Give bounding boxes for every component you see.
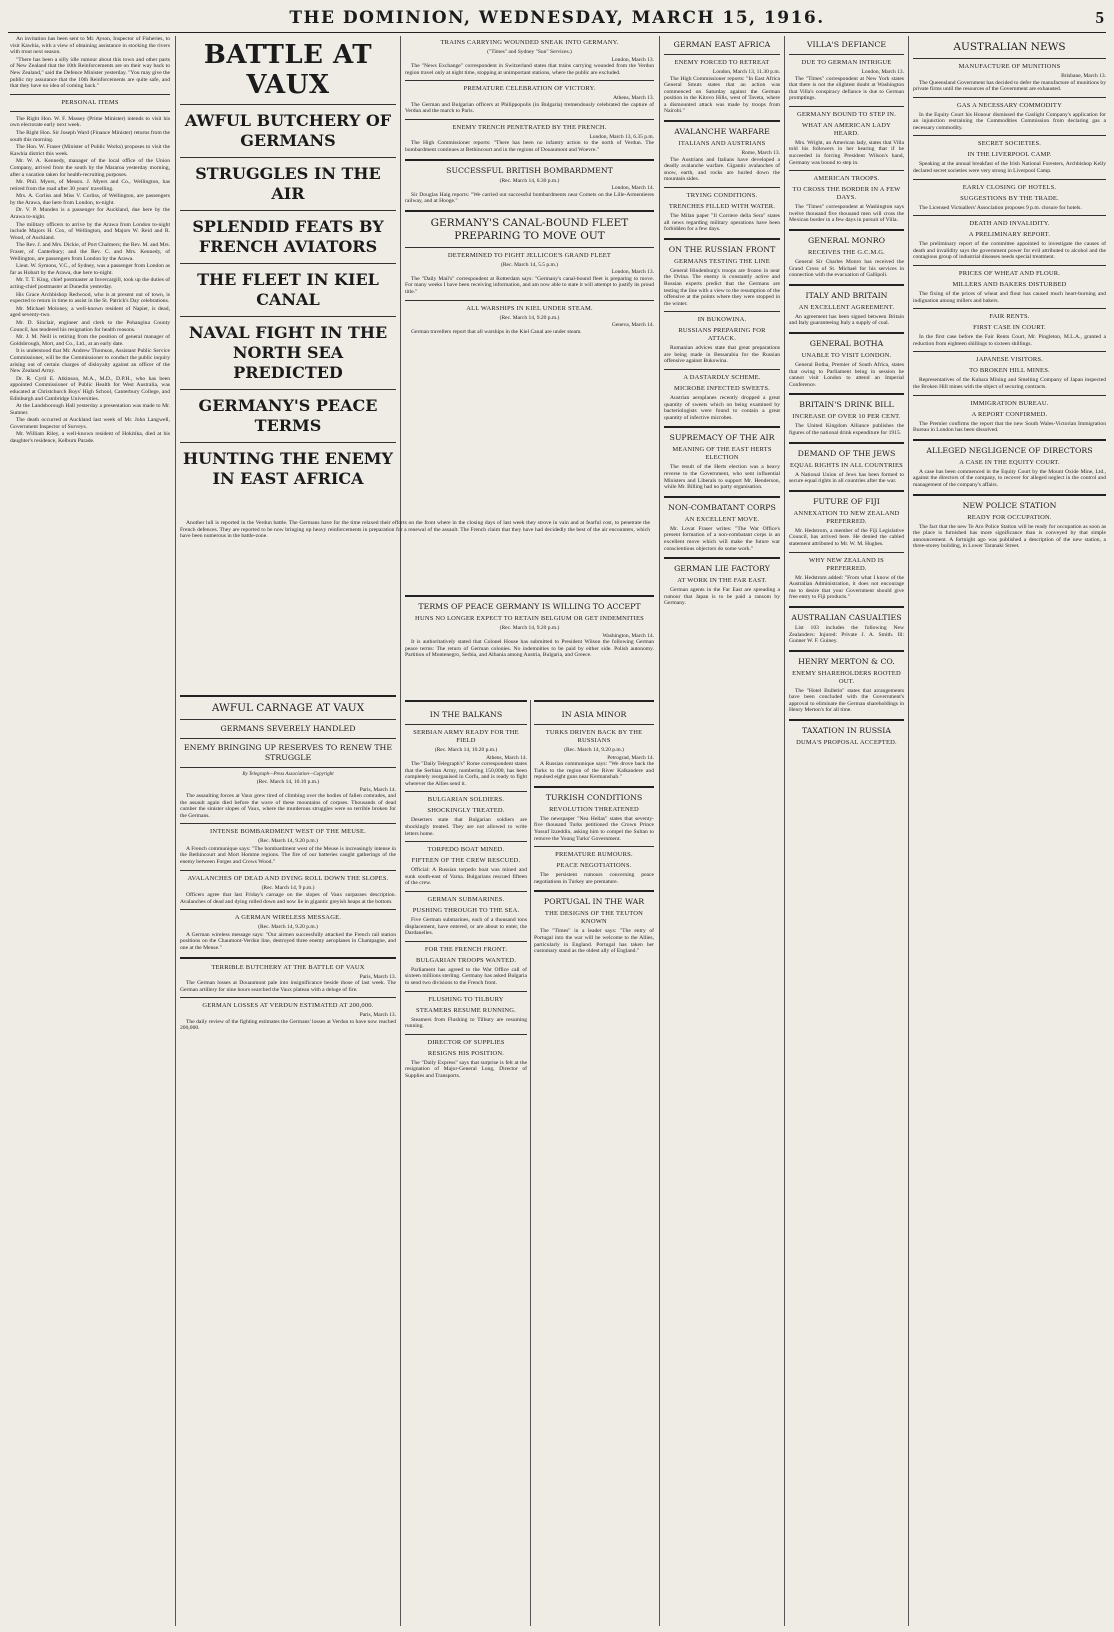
story-headline: TURKISH CONDITIONS [545,792,643,802]
story-paragraph: Speaking at the annual breakfast of the Irish National Foresters, Archbishop Kelly declared secret societies were very strong in Liverpool Camp. [913,161,1106,175]
story-paragraph: The Milan paper "Il Corriere della Sera" states all news regarding military operations have been forbidden for a few days. [664,212,780,233]
story-paragraph: Austrian aeroplanes recently dropped a great quantity of sweets which on being examined by bacteriologists were found to contain a great quantity of infective microbes. [664,395,780,421]
story-subhead: FIRST CASE IN COURT. [973,324,1046,332]
story-paragraph: The Premier confirms the report that the new South Wales-Victorian Immigration Bureau in London has been dissolved. [913,420,1106,434]
personal-item: At the Landsborough Hall yesterday a presentation was made to Mr. Sumner. [10,403,170,416]
dateline: London, March 13, 6.35 p.m. [589,133,654,140]
story-paragraph: A National Union of Jews has been formed to secure equal rights in all countries after the war. [789,471,904,485]
story-subhead: INCREASE OF OVER 10 PER CENT. [792,413,901,421]
headline-deck: THE FLEET IN KIEL CANAL [197,270,379,309]
personal-item: Mr. D. Sinclair, engineer and clerk to the Pohangina County Council, has tendered his resignation for health reasons. [10,319,170,333]
dateline: Paris, March 13. [359,1012,396,1019]
headline-deck: AWFUL BUTCHERY OF GERMANS [184,111,392,150]
section-heading: TRYING CONDITIONS. [686,191,758,199]
column-rule [659,36,660,1626]
personal-item: Mr. W. A. Kennedy, manager of the local office of the Union Company, arrived from the south by the Mararoa yesterday morning, after a vacation taken for health-recruiting purposes. [10,158,170,178]
story-subhead: DUE TO GERMAN INTRIGUE [801,59,892,66]
asia-minor-column [534,700,654,1626]
story-paragraph: The "Times" in a leader says: "The entry of Portugal into the war will be welcome to the Allies, particularly in England. Portugal has taken her customary stand as the oldest ally of England." [534,928,654,955]
column-rule [400,36,401,1626]
dateline: Geneva, March 14. [611,322,654,329]
story-paragraph: Mr. Hedstrom added: "From what I know of the Australian Administration, it does not encourage me to desire that your Government should give free entry to Fiji products." [789,574,904,601]
section-heading: A GERMAN WIRELESS MESSAGE. [234,914,342,922]
story-headline: SUCCESSFUL BRITISH BOMBARDMENT [446,165,613,175]
dateline: Washington, March 14. [602,632,654,639]
dateline: London, March 13. [611,56,654,63]
section-heading: FAIR RENTS. [989,313,1030,321]
personal-item: Mr. Phil. Myers, of Messrs. J. Myers and Co., Wellington, has retired from the road after 30 years' travelling. [10,179,170,192]
story-paragraph: General Hindenburg's troops are frozen in near the Dvina. The enemy is constantly active and Russian experts predict that the Germans are testing the line with a view to the resumption of the offensive at the points where they were stopped in the winter. [664,267,780,307]
story-paragraph: The persistent rumours concerning peace negotiations in Turkey are premature. [534,872,654,885]
personal-item: The Right Hon. W. F. Massey (Prime Minister) intends to visit his own electorate early next week. [10,115,170,129]
personal-item: Dr. V. P. Munden is a passenger for Auckland, due here by the Arawa to-night. [10,207,170,221]
story-paragraph: Rumanian advices state that great preparations are being made in Bessarabia for the Russian offensive against Bukowina. [664,345,780,365]
story-subhead: RUSSIANS PREPARING FOR ATTACK. [678,327,766,343]
dateline: Rome, March 13. [741,150,780,157]
story-paragraph: The "Daily Mail's" correspondent at Rotterdam says: "Germany's canal-bound fleet is preparing to move. For many weeks I have been receiving information, and am now able to state it will attempt to justify its proud title." [405,275,654,295]
section-heading: A DASTARDLY SCHEME. [683,374,761,382]
personal-item: Dr. R. Cyril E. Atkinson, M.A., M.D., D.P.H., who has been appointed Commissioner of Public Health for West Australia, was educated at Christchurch Boys' High School, Canterbury College, and Edinburgh and Cambridge Universities. [10,375,170,402]
story-paragraph: General Sir Charles Monro has received the Grand Cross of St. Michael for his services in connection with the evacuation of Gallipoli. [789,259,904,279]
section-heading: GERMAN LOSSES AT VERDUN ESTIMATED AT 200,000. [202,1002,374,1010]
story-headline: GENERAL MONRO [807,236,886,246]
story-subhead: TRENCHES FILLED WITH WATER. [668,202,776,210]
section-heading: DIRECTOR OF SUPPLIES [427,1038,505,1046]
story-paragraph: In the first case before the Fair Rents Court, Mr. Pingleton, M.L.A., granted a reduction from eighteen shillings to sixteen shillings. [913,334,1106,347]
personal-item: Mr. Michael Moloney, a well-known resident of Napier, is dead, aged seventy-two. [10,305,170,319]
received-time: (Rec. March 14, 10.20 p.m.) [434,747,498,753]
story-paragraph: A case has been commenced in the Equity Court by the Mount Oxide Mine, Ltd., against the directors of the company, to recover for alleged neglect in the control and management of the company's affairs. [913,468,1106,488]
story-subhead: ANNEXATION TO NEW ZEALAND PREFERRED. [793,509,900,525]
credit: ("Times" and Sydney "Sun" Services.) [487,49,572,55]
story-headline: IN THE BALKANS [429,710,503,719]
story-paragraph: The Queensland Government has decided to defer the manufacture of munitions by private firms until the resources of the Government are exhausted. [913,79,1106,93]
column-east-africa [664,36,780,1626]
story-paragraph: The "Times" correspondent at New York states that there is not the slightest doubt at Washington that Villa's conspiracy defiance is due to German promptings. [789,75,904,102]
story-paragraph: The daily review of the fighting estimates the Germans' losses at Verdun to have now reached 200,000. [180,1018,396,1032]
story-paragraph: German travellers report that all warships in the Kiel Canal are under steam. [411,328,582,335]
story-paragraph: The High Commissioner reports: "There has been no infantry action to the north of Verdun. The bombardment continues at Bethincourt and in the regions of Douaumont and Woevre." [405,140,654,153]
dateline: London, March 13, 11.30 p.m. [712,69,780,75]
section-heading: TRAINS CARRYING WOUNDED SNEAK INTO GERMANY. [440,39,619,46]
personal-item: The Rev. J. and Mrs. Dickie, of Port Chalmers; the Rev. M. and Mrs. Fraser, of Canterbury; and the Rev. C. and Mrs. Kennedy, of Wellington, are passengers from London by the Arawa. [10,242,170,262]
story-headline: TERMS OF PEACE GERMANY IS WILLING TO ACCEPT [418,602,641,611]
story-paragraph: Officers agree that last Friday's carnage on the slopes of Vaux surpasses description. Avalanches of dead and dying rolled down and now lie in gigantic greyish heaps at the bottom. [180,892,396,905]
story-headline: NEW POLICE STATION [962,500,1057,510]
story-paragraph: Steamers from Flushing to Tilbury are resuming running. [405,1016,527,1030]
personal-item: Lieut. W. Symons, V.C., of Sydney, was a passenger from London as far as Hobart by the Arawa, due here to-night. [10,263,170,276]
story-subhead: EQUAL RIGHTS IN ALL COUNTRIES [790,461,903,469]
story-subhead: GERMANS SEVERELY HANDLED [220,724,356,733]
story-headline: AVALANCHE WARFARE [674,127,770,137]
dateline: Athens, March 14. [486,754,527,761]
received-time: (Rec. March 14, 9.20 p.m.) [564,747,624,753]
story-paragraph: The fact that the new Te Aro Police Station will be ready for occupation as soon as the place is furnished has more significance than is conveyed by that simple announcement. A fortnight ago was published a description of the new station, a three-storey building, in Lower Taranaki Street. [913,523,1106,550]
story-paragraph: General Botha, Premier of South Africa, states that owing to Parliament being in session he cannot visit London to attend an Imperial Conference. [789,362,904,388]
story-headline: GERMAN LIE FACTORY [674,564,770,574]
story-headline: TAXATION IN RUSSIA [802,726,891,736]
story-paragraph: Representatives of the Kuhara Mining and Smelting Company of Japan inspected the Broken Hill mines with the object of securing contracts. [913,377,1106,390]
byline: By Telegraph—Press Association—Copyright [242,772,334,777]
dateline: Athens, March 13. [613,95,654,102]
story-paragraph: The newspaper "Nea Hellas" states that seventy-five thousand Turks petitioned the Crown Prince Yussuf Izzeddin, asking him to compel the Sultan to remove the Young Turks' Government. [534,815,654,842]
story-paragraph: The "Hotel Bulletin" states that arrangements have been concluded with the Government's approval to eliminate the German shareholdings in Henry Merton's for all time. [789,687,904,714]
story-subhead: UNABLE TO VISIT LONDON. [801,352,892,359]
headline-deck: GERMANY'S PEACE TERMS [198,396,378,435]
story-headline: NON-COMBATANT CORPS [668,502,776,512]
story-paragraph: The High Commissioner reports: "In East Africa General Smuts states that an action was commenced on Saturday against the German position in the Kitovo Hills, west of Taveta, where a dismounted attack was made by troops from Nairobi." [664,75,780,115]
story-paragraph: The result of the Herts election was a heavy reverse to the Government, who sent influential Ministers and Liberals to support Mr. Henderson, while Mr. Billing had no party organisation. [664,464,780,491]
article-paragraph: "There has been a silly idle rumour about this town and other parts of New Zealand that the 10th Reinforcements are on their way back to New Zealand," said the Defence Minister yesterday. "You may give the public my assurance that the 10th Reinforcements are quite safe, and that they have no idea of coming back." [10,56,170,90]
story-paragraph: The "Times" correspondent at Washington says twelve thousand five thousand men will cross the Mexican border in a few days in pursuit of Villa. [789,204,904,224]
page-number: 5 [1095,8,1104,27]
personal-item: The military officers to arrive by the Arawa from London to-night include Majors H. Cox, of Wellington, and Majors W. Reid and R. Wood, of Auckland. [10,221,170,241]
section-heading: INTENSE BOMBARDMENT WEST OF THE MEUSE. [210,828,366,836]
received-time: (Rec. March 14, 10.10 p.m.) [256,779,320,785]
personal-item: The Right Hon. Sir Joseph Ward (Finance Minister) returns from the south this morning. [10,129,170,143]
story-subhead: A CASE IN THE EQUITY COURT. [959,458,1060,466]
story-subhead: ENEMY BRINGING UP RESERVES TO RENEW THE STRUGGLE [183,743,393,762]
story-subhead: HUNS NO LONGER EXPECT TO RETAIN BELGIUM OR GET INDEMNITIES [415,615,644,622]
main-headline: BATTLE AT VAUX [203,40,373,100]
story-paragraph: Mrs. Wright, an American lady, states that Villa told his followers in her hearing that if he succeeded in forcing President Wilson's hand, Germany was bound to step in. [789,139,904,166]
story-paragraph: The fixing of the prices of wheat and flour has caused much heart-burning and indignation among millers and bakers. [913,291,1106,304]
received-time: (Rec. March 14, 9.20 p.m.) [258,924,318,931]
story-headline: GENERAL BOTHA [809,339,884,348]
section-heading: GERMAN SUBMARINES. [427,895,505,903]
dateline: Paris, March 14. [359,786,396,793]
section-heading: IN BUKOWINA. [697,316,747,324]
story-subhead: TO CROSS THE BORDER IN A FEW DAYS. [792,186,901,202]
section-heading: JAPANESE VISITORS. [975,356,1044,364]
story-headline: ALLEGED NEGLIGENCE OF DIRECTORS [926,445,1093,455]
story-paragraph: The German losses at Douaumont pale into insignificance beside those of last week. The German artillery for nine hours searched the Vaux plateau with a deluge of fire. [180,980,396,993]
story-subhead: DUMA'S PROPOSAL ACCEPTED. [796,739,897,747]
story-subhead: A REPORT CONFIRMED. [971,410,1048,418]
story-paragraph: The "Daily Telegraph's" Rome correspondent states that the Serbian Army, numbering 150,000, has been completely reorganised in Corfu, and is ready to fight wherever the Allies send it. [405,761,527,787]
story-paragraph: A German wireless message says: "Our airmen successfully attacked the French rail station positions on the Chaumont-Verdun line, destroyed three enemy aeroplanes in Champagne, and one at the Meuse." [180,931,396,952]
story-paragraph: In the Equity Court his Honour dismissed the Gaslight Company's application for an injunction restraining the Commodities Commission from declaring gas a necessary commodity. [913,111,1106,131]
received-time: (Rec. March 14, 9.20 p.m.) [499,625,560,631]
story-paragraph: The "Daily Express" says that surprise is felt at the resignation of Major-General Long, Director of Supplies and Transports. [405,1059,527,1079]
section-heading: EARLY CLOSING OF HOTELS. [962,183,1057,191]
story-subhead: STEAMERS RESUME RUNNING. [416,1006,516,1014]
story-headline: DEMAND OF THE JEWS [797,448,896,458]
story-subhead: FIFTEEN OF THE CREW RESCUED. [411,857,521,865]
story-subhead: AN EXCELLENT MOVE. [684,515,760,523]
story-paragraph: Parliament has agreed to the War Office call of sixteen millions sterling. Germany has asked Bulgaria to send two divisions to the French front. [405,966,527,986]
section-heading: PREMATURE CELEBRATION OF VICTORY. [463,85,596,93]
story-subhead: DETERMINED TO FIGHT JELLICOE'S GRAND FLEET [447,251,612,259]
story-subhead: AN EXCELLENT AGREEMENT. [798,303,895,311]
section-heading: AVALANCHES OF DEAD AND DYING ROLL DOWN THE SLOPES. [187,874,389,882]
story-subhead: MILLERS AND BAKERS DISTURBED [952,281,1067,289]
section-heading: IMMIGRATION BUREAU. [970,399,1049,407]
headline-deck: STRUGGLES IN THE AIR [195,164,381,203]
personal-item: Mr. J. M. Neill is retiring from the position of general manager of Goldsbrough, Mort, and Co., Ltd., at an early date. [10,334,170,347]
story-paragraph: Deserters state that Bulgarian soldiers are shockingly treated. They are not allowed to write letters home. [405,817,527,837]
received-time: (Rec. March 14, 9.20 p.m.) [499,314,560,321]
personal-item: It is understood that Mr. Andrew Thomson, Assistant Public Service Commissioner, will be the Commissioner to conduct the public inquiry arising out of certain charges of disloyalty against an officer of the New Zealand Army. [10,348,170,375]
story-subhead: THE DESIGNS OF THE TEUTON KNOWN [544,910,644,926]
story-subhead: READY FOR OCCUPATION. [967,513,1052,521]
headline-deck: NAVAL FIGHT IN THE NORTH SEA PREDICTED [188,323,388,382]
article-paragraph: An invitation has been sent to Mr. Ayson, Inspector of Fisheries, to visit Kawhia, with a view of obtaining assistance in stocking the rivers with trout next season. [10,36,170,56]
story-subhead: TURKS DRIVEN BACK BY THE RUSSIANS [545,729,643,744]
story-headline: BRITAIN'S DRINK BILL [799,400,894,410]
dateline: London, March 13. [861,69,904,75]
peace-terms-story [405,590,654,685]
story-paragraph: The assaulting forces at Vaux grew tired of climbing over the bodies of fallen comrades, and the assault again died before the wave of these mountains of corpses. Thousands of dead cumber the sinister slopes of Vaux, where the murderous struggles were so terrible broken for the Germans. [180,793,396,819]
section-heading: PRICES OF WHEAT AND FLOUR. [958,270,1061,278]
story-subhead: GERMANS TESTING THE LINE [674,257,770,265]
received-time: (Rec. March 14, 6.30 p.m.) [499,177,560,184]
story-subhead: MICROBE INFECTED SWEETS. [674,385,770,393]
story-headline: ON THE RUSSIAN FRONT [668,244,776,254]
headline-deck: SPLENDID FEATS BY FRENCH AVIATORS [192,217,384,256]
received-time: (Rec. March 14, 9.20 p.m.) [258,838,318,845]
personal-item: Mr. William Riley, a well-known resident of Hokitika, died at his daughter's residence, Kelburn Parade. [10,431,170,445]
story-headline: AUSTRALIAN NEWS [953,41,1066,53]
story-headline: ITALY AND BRITAIN [805,290,888,300]
column-personal-items [10,36,170,1626]
story-subhead: AT WORK IN THE FAR EAST. [677,577,767,585]
section-heading: FLUSHING TO TILBURY [428,995,504,1003]
story-subhead: REVOLUTION THREATENED [549,805,639,813]
dateline: London, March 13. [611,269,654,276]
story-subhead: BULGARIAN TROOPS WANTED. [415,956,517,964]
section-heading: ALL WARSHIPS IN KIEL UNDER STEAM. [466,304,593,312]
section-heading: TORPEDO BOAT MINED. [427,846,505,854]
personal-item: The death occurred at Auckland last week of Mr. John Langwell, Government Inspector of Surveys. [10,417,170,430]
story-subhead: A PRELIMINARY REPORT. [968,231,1051,239]
story-paragraph: List 103 includes the following New Zealanders: Injured: Private J. A. Smith. Ill: Gunner W. F. Guiney. [789,624,904,645]
story-subhead: ENEMY SHAREHOLDERS ROOTED OUT. [792,669,901,685]
column-rule [908,36,909,1626]
personal-item: His Grace Archbishop Redwood, who is at present out of town, is expected to return in time to assist in the St. Patrick's Day celebrations. [10,291,170,305]
story-subhead: SUGGESTIONS BY THE TRADE. [960,194,1059,202]
story-headline: GERMAN EAST AFRICA [673,40,771,49]
vaux-story [180,690,396,1620]
section-heading: AMERICAN TROOPS. [813,175,880,183]
story-subhead: PUSHING THROUGH TO THE SEA. [412,906,520,914]
section-heading: WHY NEW ZEALAND IS PREFERRED. [809,556,884,572]
section-heading: DEATH AND INVALIDITY. [969,220,1050,228]
section-heading: FOR THE FRENCH FRONT. [424,945,508,953]
section-heading: PERSONAL ITEMS [61,98,119,106]
dateline: Brisbane, March 13. [1061,73,1106,79]
summary-paragraph: Another lull is reported in the Verdun battle. The Germans have for the time relaxed their efforts on the front where in the closing days of last week they strove in vain and at fearful cost, to penetrate the French defences. They are reported to be now bringing up heavy reinforcements in preparation for a renewal of the assault. The French claim that they have had decidedly the best of the air encounters, which have been numerous in the battle-zone. [180,520,650,540]
story-subhead: PEACE NEGOTIATIONS. [556,862,632,870]
story-headline: FUTURE OF FIJI [813,496,880,506]
masthead [8,6,1106,33]
story-paragraph: The preliminary report of the committee appointed to investigate the causes of death and invalidity says the government power for evil attributed to alcohol and the contagious group of industrial diseases needs special treatment. [913,241,1106,261]
story-subhead: RECEIVES THE G.C.M.G. [807,249,886,257]
story-headline: PORTUGAL IN THE WAR [543,897,645,907]
dateline: Petrograd, March 14. [607,754,654,761]
column-rule [175,36,176,1626]
section-heading: TERRIBLE BUTCHERY AT THE BATTLE OF VAUX [211,963,365,971]
section-heading: SECRET SOCIETIES. [977,140,1042,148]
story-headline: AWFUL CARNAGE AT VAUX [211,702,365,714]
story-paragraph: The "News Exchange" correspondent in Switzerland states that trains carrying wounded from the Verdun region travel only at night time, stopping at unimportant stations, where the public are excluded. [405,63,654,76]
received-time: (Rec. March 14, 9 p.m.) [261,884,315,891]
story-paragraph: A French communique says: "The bombardment west of the Meuse is increasingly intense in the Bethincourt and Mort Homme regions. The fire of our batteries caught gatherings of the enemy between Forges and Crows Wood." [180,845,396,866]
section-heading: GAS A NECESSARY COMMODITY [957,101,1062,109]
personal-item: The Hon. W. Fraser (Minister of Public Works) proposes to visit the Kawhia district this week. [10,144,170,157]
story-paragraph: An agreement has been signed between Britain and Italy guaranteeing Italy a supply of coal. [789,313,904,327]
story-subhead: RESIGNS HIS POSITION. [427,1049,505,1057]
story-headline: HENRY MERTON & CO. [798,656,895,666]
story-subhead: WHAT AN AMERICAN LADY HEARD. [801,121,892,137]
balkans-column [405,700,527,1626]
personal-item: Mr. T. T. King, chief postmaster at Invercargill, took up the duties of acting-chief postmaster at Dunedin yesterday. [10,277,170,290]
story-paragraph: German agents in the Far East are spreading a rumour that Japan is to be paid a ransom by Germany. [664,587,780,607]
story-subhead: ITALIANS AND AUSTRIANS [678,140,766,148]
received-time: (Rec. March 14, 5.5 p.m.) [501,261,558,268]
personal-item: Mrs. A. Corliss and Miss V. Corliss, of Wellington, are passengers by the Arawa, due here from London, to-night. [10,193,170,206]
story-headline: SUPREMACY OF THE AIR [669,433,775,443]
masthead-title: THE DOMINION, WEDNESDAY, MARCH 15, 1916. [289,8,825,28]
section-heading: PREMATURE RUMOURS. [555,851,633,859]
story-subhead: IN THE LIVERPOOL CAMP. [967,151,1052,159]
story-subhead: MEANING OF THE EAST HERTS ELECTION [672,446,772,462]
story-headline: VILLA'S DEFIANCE [806,40,887,49]
story-paragraph: The Austrians and Italians have developed a deadly avalanche warfare. Gigantic avalanches of snow, earth, and rocks are hurled down the mountain sides. [664,156,780,183]
section-heading: ENEMY TRENCH PENETRATED BY THE FRENCH. [452,123,607,131]
story-paragraph: Mr. Hedstrom, a member of the Fiji Legislative Council, has arrived here. He denied the cabled statement attributed to Mr. W. M. Hughes. [789,527,904,547]
story-headline: IN ASIA MINOR [561,710,627,719]
story-subhead: SERBIAN ARMY READY FOR THE FIELD [413,729,519,744]
section-heading: BULGARIAN SOLDIERS. [427,796,505,804]
story-subhead: ENEMY FORCED TO RETREAT [674,59,770,66]
column-rule [784,36,785,1626]
story-paragraph: Sir Douglas Haig reports: "We carried out successful bombardments near Comets on the Lille-Armentieres railway, and at Hooge." [405,191,654,205]
column-villa-defiance [789,36,904,1626]
section-heading: GERMANY BOUND TO STEP IN. [796,110,897,118]
dateline: London, March 14. [611,185,654,192]
story-paragraph: Mr. Lovat Fraser writes: "The War Office's present formation of a non-combatant corps is an excellent move which will make the future war conscientious objectors do some work." [664,525,780,552]
story-subhead: TO BROKEN HILL MINES. [969,367,1050,375]
story-paragraph: A Russian communique says: "We drove back the Turks to the region of the River Kalkandere and repulsed eight guns near Kermanshah." [534,761,654,781]
story-paragraph: The Licensed Victuallers' Association proposes 9 p.m. closure for hotels. [919,204,1082,211]
story-headline: GERMANY'S CANAL-BOUND FLEET PREPARING TO MOVE OUT [430,216,629,242]
column-rule [530,700,531,1626]
story-paragraph: Five German submarines, each of a thousand tons displacement, have entered, or are about to enter, the Dardanelles. [405,916,527,937]
story-headline: AUSTRALIAN CASUALTIES [791,612,902,622]
story-paragraph: The United Kingdom Alliance publishes the figures of the national drink expenditure for 1915. [789,423,904,436]
dateline: Paris, March 13. [359,973,396,980]
story-paragraph: It is authoritatively stated that Colonel House has submitted to President Wilson the following German peace terms: The return of German colonies. No indemnities to be paid by either side. Polish autonomy. Partition of Montenegro, Serbia, and Albania among Austria, Bulgaria, and Greece. [405,639,654,659]
story-subhead: SHOCKINGLY TREATED. [427,807,505,815]
column-australian-news [913,36,1106,1626]
story-paragraph: The German and Bulgarian officers at Philippopolis (in Bulgaria) tremendously celebrated the capture of Verdun and the march to Paris. [405,101,654,115]
story-paragraph: Official: A Russian torpedo boat was mined and sunk south-east of Varna. Bulgarians rescued fifteen of the crew. [405,867,527,887]
column-war-cables [405,36,654,516]
story-subhead: MANUFACTURE OF MUNITIONS [958,63,1061,70]
headline-deck: HUNTING THE ENEMY IN EAST AFRICA [183,449,393,488]
